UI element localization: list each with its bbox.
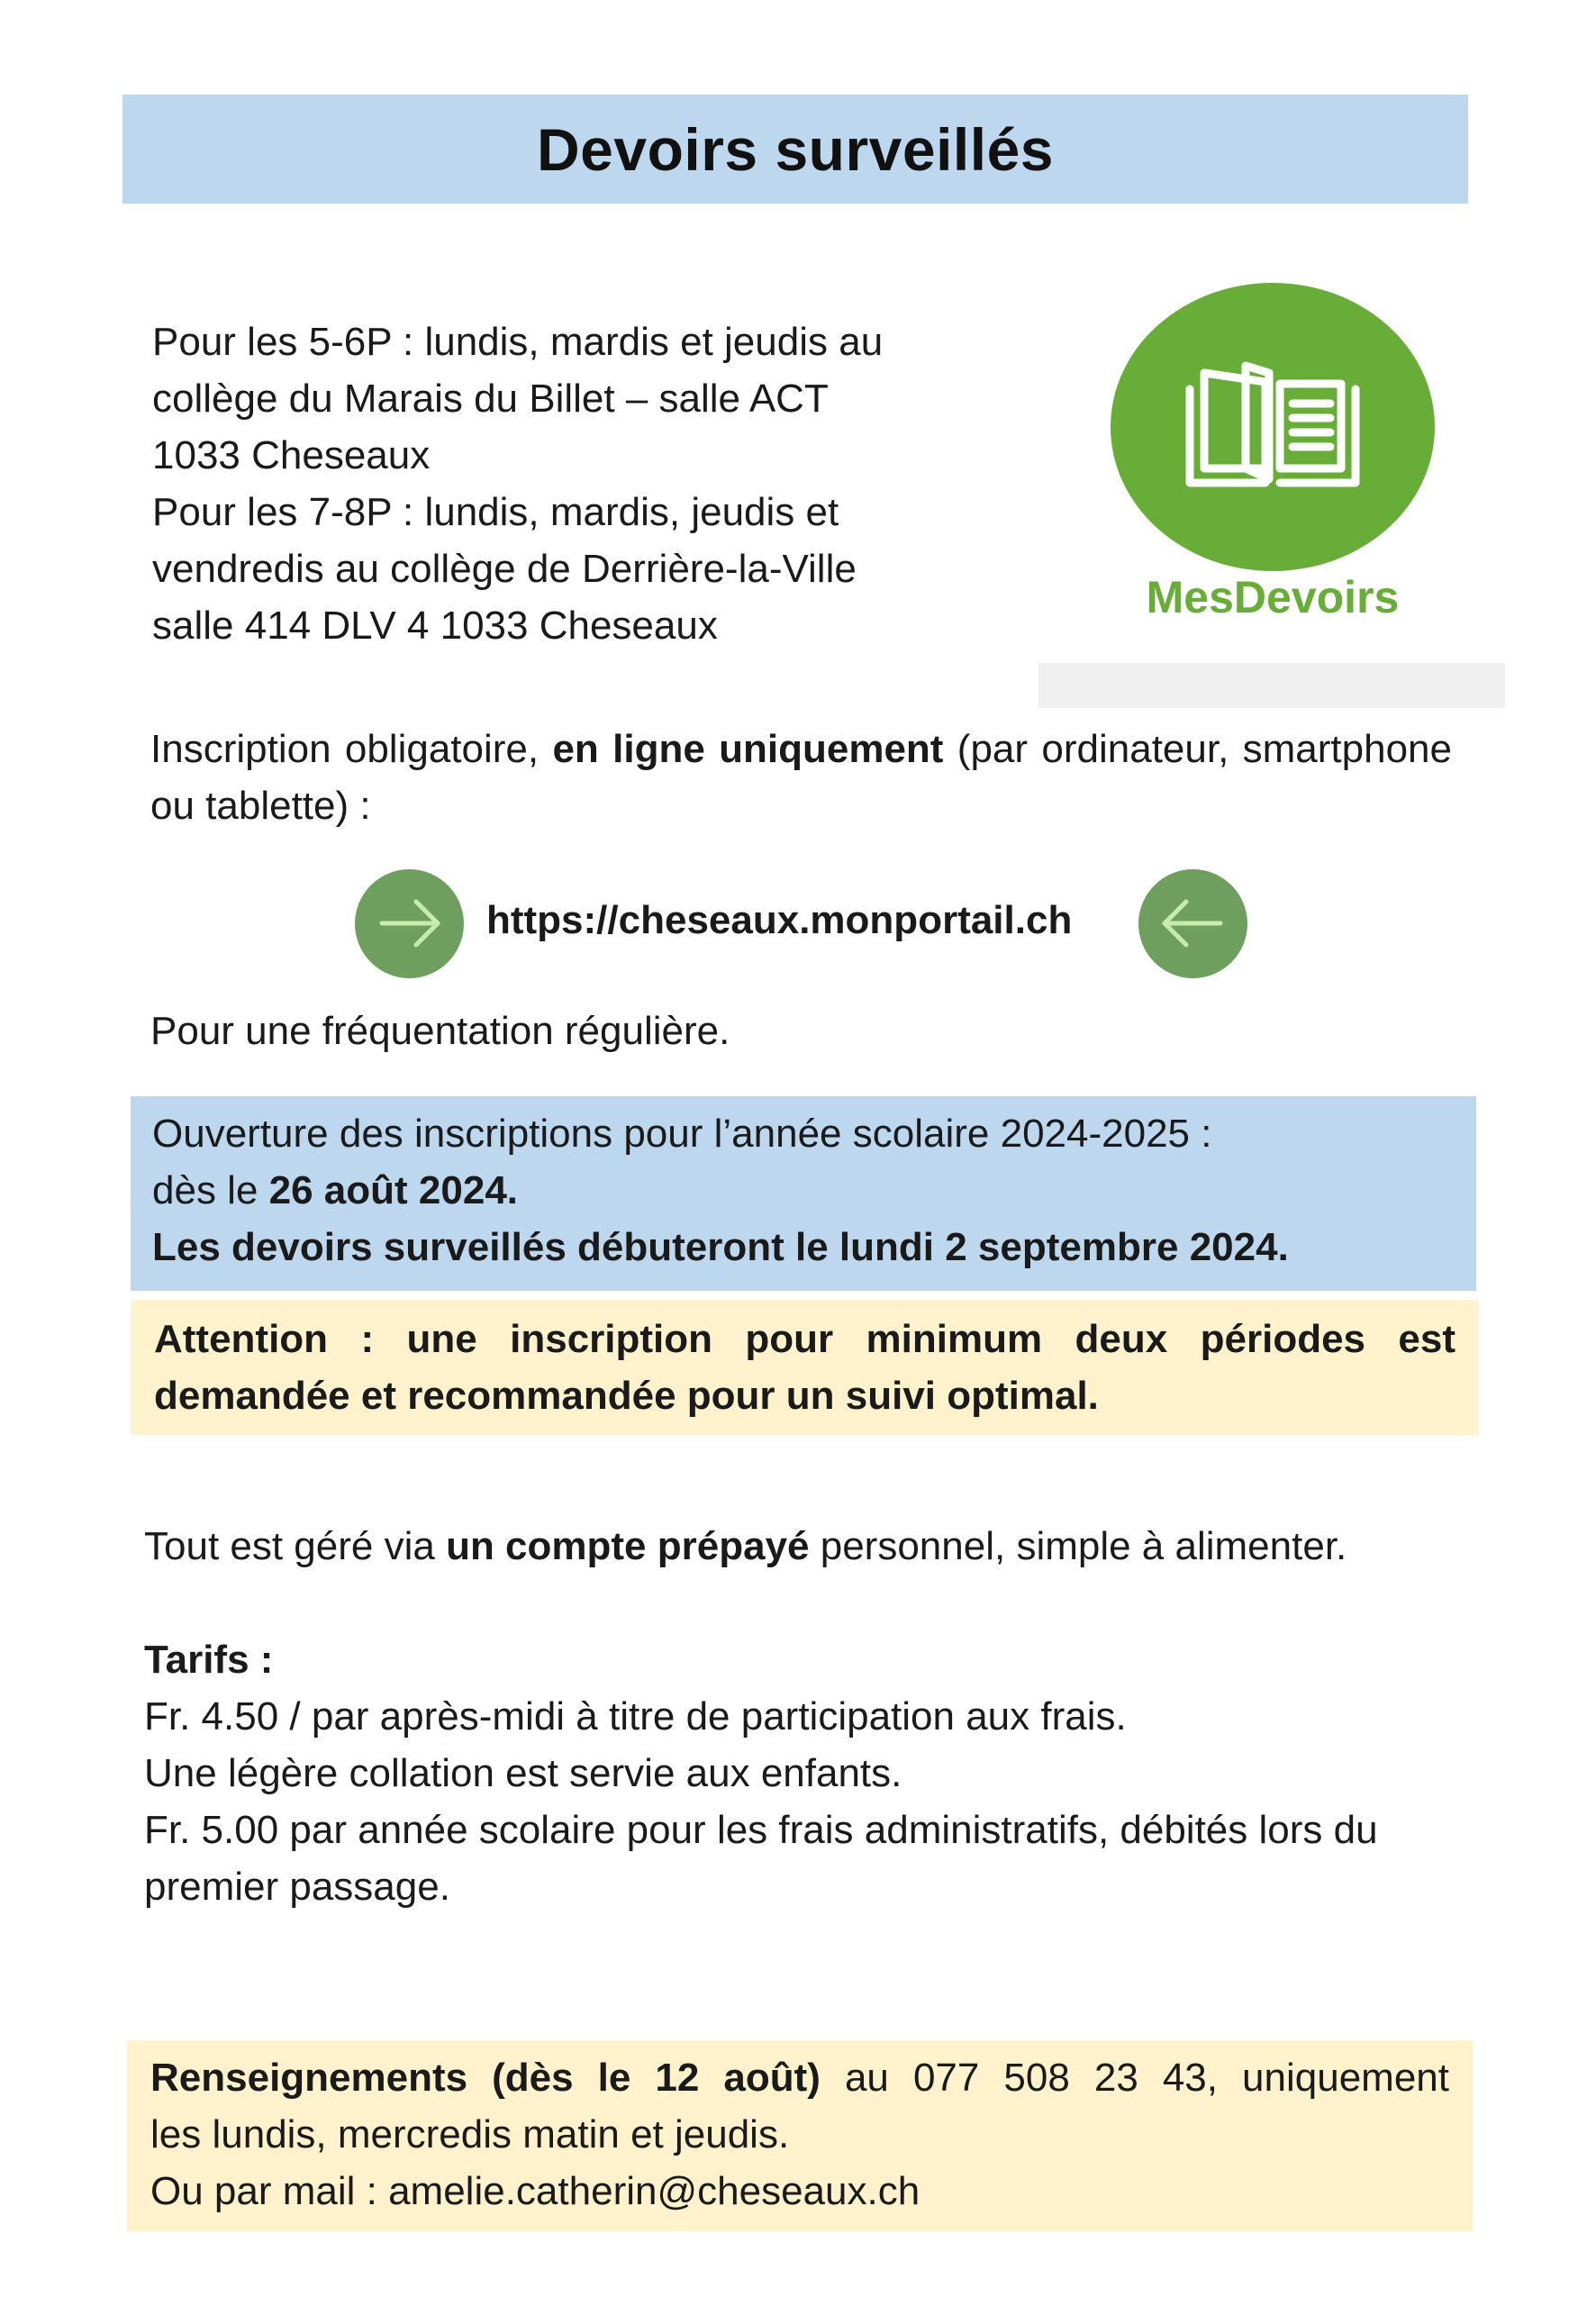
signup-text-emphasis: en ligne uniquement [552,727,944,771]
info-box [127,2040,1473,2231]
info-phone: au 077 508 23 43, uniquement [820,2056,1449,2100]
signup-text-end: (par ordinateur, smartphone ou tablette) : [150,727,1452,828]
arrow-right-icon [355,869,464,978]
tarif-line: Fr. 4.50 / par après-midi à titre de participation aux frais. [144,1694,1127,1739]
portal-link[interactable]: https://cheseaux.monportail.ch [486,898,1073,942]
schedule-line: Pour les 5-6P : lundis, mardis et jeudis au [152,320,884,364]
schedule-text [152,313,1017,654]
attention-text: Attention : une inscription pour minimum deux périodes est demandée et recommandée pour un suivi optimal. [154,1317,1455,1418]
tarifs-heading [144,1631,1468,1688]
schedule-line: 1033 Cheseaux [152,433,431,477]
schedule-line: Pour les 7-8P : lundis, mardis, jeudis et [152,490,839,534]
tarifs-section [144,1631,1468,1915]
opening-date-line [152,1162,1455,1219]
opening-box [131,1096,1476,1291]
logo-caption-bar [1038,663,1505,708]
mesdevoirs-logo [1036,263,1508,708]
tarifs-heading-text: Tarifs : [144,1638,274,1682]
signup-text [150,721,1452,834]
schedule-line: vendredis au collège de Derrière-la-Ville [152,547,857,591]
logo-name: MesDevoirs [1146,572,1400,622]
page-title: Devoirs surveillés [537,115,1054,183]
info-hours: les lundis, mercredis matin et jeudis. [150,2112,790,2156]
arrow-left-icon [1138,869,1247,978]
regular-attendance-text: Pour une fréquentation régulière. [150,1009,730,1053]
attention-box [131,1300,1479,1435]
schedule-line: collège du Marais du Billet – salle ACT [152,377,829,421]
account-text-end: personnel, simple à alimenter. [809,1524,1347,1568]
info-email[interactable]: Ou par mail : amelie.catherin@cheseaux.ch [150,2169,920,2213]
title-banner [122,95,1468,204]
opening-line: Ouverture des inscriptions pour l’année scolaire 2024-2025 : [152,1112,1212,1156]
logo-circle [1111,283,1435,571]
schedule-line: salle 414 DLV 4 1033 Cheseaux [152,604,718,648]
start-date: Les devoirs surveillés débuteront le lundi 2 septembre 2024. [152,1225,1289,1269]
opening-date-prefix: dès le [152,1168,269,1212]
info-phone-line [150,2049,1449,2106]
opening-date: 26 août 2024. [268,1168,519,1212]
open-book-icon [1111,283,1435,571]
info-heading: Renseignements (dès le 12 août) [150,2056,821,2100]
account-text-emphasis: un compte prépayé [446,1524,810,1568]
account-text-start: Tout est géré via [144,1524,447,1568]
start-date-line [152,1219,1455,1276]
tarif-line: Une légère collation est servie aux enfants. [144,1751,902,1795]
tarif-line: Fr. 5.00 par année scolaire pour les frais administratifs, débités lors du premier passage. [144,1808,1378,1909]
signup-text-start: Inscription obligatoire, [150,727,553,771]
account-text [144,1518,1347,1575]
